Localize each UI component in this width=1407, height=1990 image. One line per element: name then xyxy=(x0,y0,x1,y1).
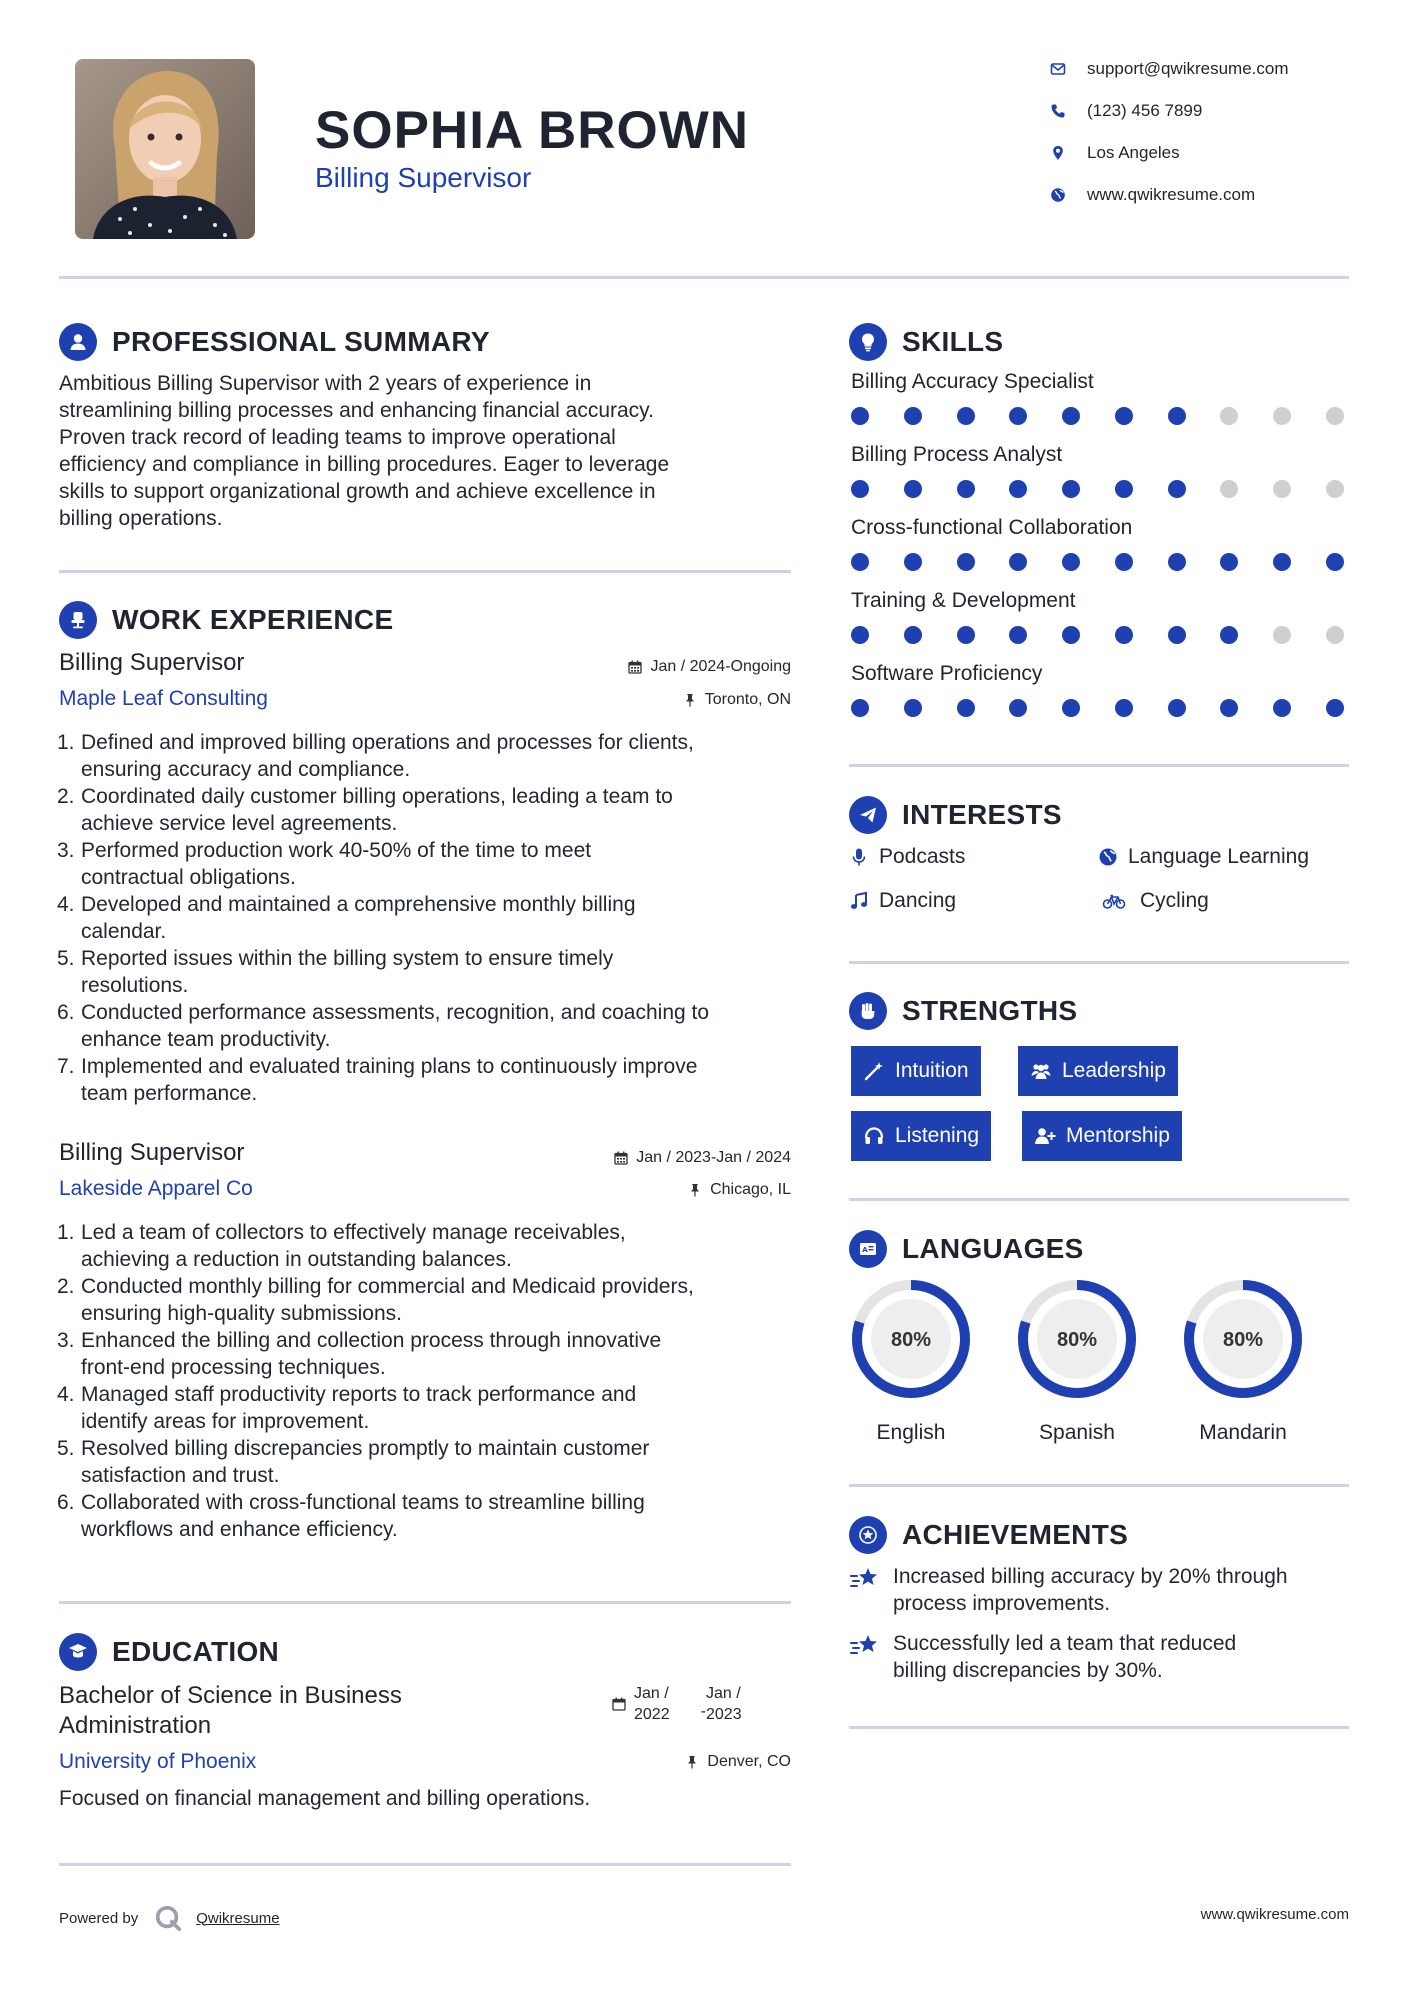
rating-dot-filled xyxy=(1168,553,1186,571)
footer-powered xyxy=(59,1904,280,1932)
contact-location-text: Los Angeles xyxy=(1087,143,1180,162)
rating-dot-filled xyxy=(904,626,922,644)
rating-dot-empty xyxy=(1326,480,1344,498)
rating-dot-filled xyxy=(1115,553,1133,571)
interest-item xyxy=(1098,845,1309,869)
skill-rating xyxy=(851,626,1344,644)
language-percent: 80% xyxy=(1056,1329,1098,1351)
degree-title xyxy=(59,1681,402,1741)
rating-dot-empty xyxy=(1220,407,1238,425)
rating-dot-filled xyxy=(957,407,975,425)
education-description: Focused on financial management and billing operations. xyxy=(59,1787,591,1810)
language-progress-ring xyxy=(849,1277,973,1401)
achievements-divider xyxy=(849,1726,1349,1729)
rating-dot-filled xyxy=(1115,626,1133,644)
achievement-item xyxy=(849,1630,1349,1684)
degree-line: Administration xyxy=(59,1712,212,1739)
job-duties xyxy=(59,1219,799,1543)
rating-dot-filled xyxy=(957,626,975,644)
job-location-text: Toronto, ON xyxy=(704,691,791,708)
interest-label: Podcasts xyxy=(879,845,966,868)
rating-dot-filled xyxy=(1273,553,1291,571)
rating-dot-filled xyxy=(1009,626,1027,644)
rating-dot-filled xyxy=(1009,407,1027,425)
rating-dot-filled xyxy=(1326,699,1344,717)
paper-plane-icon xyxy=(849,796,887,834)
strength-chip-listening xyxy=(851,1111,991,1161)
strengths-heading xyxy=(849,991,1077,1031)
rating-dot-filled xyxy=(1115,699,1133,717)
job-date xyxy=(500,658,791,676)
list-item: 6. Conducted performance assessments, recognition, and coaching to enhance team productivity. xyxy=(57,1001,710,1051)
language-item xyxy=(849,1277,973,1445)
rating-dot-filled xyxy=(957,553,975,571)
globe-icon xyxy=(1050,187,1066,203)
list-item: 7. Implemented and evaluated training plans to continuously improve team performance. xyxy=(57,1055,698,1105)
education-date-end-year: 2023 xyxy=(706,1706,742,1723)
user-icon xyxy=(59,323,97,361)
contact-location xyxy=(1050,140,1350,166)
summary-heading xyxy=(59,322,490,362)
summary-line: skills to support organizational growth and achieve excellence in xyxy=(59,480,656,503)
language-item xyxy=(1181,1277,1305,1445)
language-percent: 80% xyxy=(1222,1329,1264,1351)
award-star-icon xyxy=(849,1516,887,1554)
calendar-icon xyxy=(612,1697,626,1711)
education-heading xyxy=(59,1632,279,1672)
contact-email-text: support@qwikresume.com xyxy=(1087,59,1289,78)
education-date-start-month: Jan / xyxy=(634,1685,669,1702)
experience-heading xyxy=(59,600,393,640)
rating-dot-filled xyxy=(1168,407,1186,425)
rating-dot-empty xyxy=(1326,407,1344,425)
rating-dot-filled xyxy=(851,553,869,571)
education-date-dash: - xyxy=(700,1702,706,1720)
achievement-text: process improvements. xyxy=(893,1592,1111,1615)
languages-title: LANGUAGES xyxy=(902,1233,1084,1264)
achievement-text: billing discrepancies by 30%. xyxy=(893,1659,1163,1682)
skill-item xyxy=(851,516,1351,589)
school-name: University of Phoenix xyxy=(59,1750,257,1773)
job-location xyxy=(500,691,791,709)
degree-line: Bachelor of Science in Business xyxy=(59,1682,402,1709)
achievement-item xyxy=(849,1563,1349,1617)
language-progress-ring xyxy=(1181,1277,1305,1401)
list-item: 3. Enhanced the billing and collection process through innovative front-end processing techniques. xyxy=(57,1329,662,1379)
rating-dot-empty xyxy=(1273,626,1291,644)
language-name: Spanish xyxy=(1039,1421,1115,1444)
rating-dot-filled xyxy=(1220,699,1238,717)
rating-dot-filled xyxy=(1115,480,1133,498)
rating-dot-filled xyxy=(1062,407,1080,425)
rating-dot-empty xyxy=(1273,407,1291,425)
list-item: 4. Developed and maintained a comprehensive monthly billing calendar. xyxy=(57,893,636,943)
rating-dot-filled xyxy=(1009,553,1027,571)
strength-label: Leadership xyxy=(1062,1059,1166,1082)
calendar-icon xyxy=(628,660,642,674)
globe-icon xyxy=(1098,847,1118,867)
qwikresume-link[interactable]: Qwikresume xyxy=(196,1909,280,1927)
interests-heading xyxy=(849,795,1062,835)
achievements-heading xyxy=(849,1515,1128,1555)
skill-item xyxy=(851,589,1351,662)
strength-label: Mentorship xyxy=(1066,1124,1170,1147)
language-name: English xyxy=(876,1421,946,1444)
rating-dot-filled xyxy=(1273,699,1291,717)
rating-dot-filled xyxy=(904,480,922,498)
skill-name: Billing Accuracy Specialist xyxy=(851,370,1094,393)
job-location-text: Chicago, IL xyxy=(710,1181,791,1198)
bicycle-icon xyxy=(1098,891,1130,911)
list-item: 6. Collaborated with cross-functional teams to streamline billing workflows and enhance efficiency. xyxy=(57,1491,645,1541)
interest-label: Language Learning xyxy=(1128,845,1310,868)
summary-title: PROFESSIONAL SUMMARY xyxy=(112,326,490,357)
strength-label: Listening xyxy=(895,1124,980,1147)
summary-divider xyxy=(59,570,791,573)
summary-text xyxy=(59,370,799,532)
education-divider xyxy=(59,1863,791,1866)
rating-dot-filled xyxy=(851,480,869,498)
candidate-role: Billing Supervisor xyxy=(315,162,532,193)
rating-dot-filled xyxy=(1326,553,1344,571)
skills-heading xyxy=(849,322,1003,362)
summary-line: Ambitious Billing Supervisor with 2 years of experience in xyxy=(59,372,592,395)
skill-name: Software Proficiency xyxy=(851,662,1043,685)
interest-item xyxy=(849,889,956,913)
candidate-name: SOPHIA BROWN xyxy=(315,101,750,160)
list-item: 5. Reported issues within the billing system to ensure timely resolutions. xyxy=(57,947,614,997)
rating-dot-filled xyxy=(1009,480,1027,498)
language-progress-ring xyxy=(1015,1277,1139,1401)
portrait-photo xyxy=(75,59,255,239)
qwikresume-logo-icon xyxy=(154,1904,182,1932)
language-card-icon xyxy=(849,1230,887,1268)
contact-phone[interactable] xyxy=(1050,98,1350,124)
interest-item xyxy=(1098,889,1209,913)
mail-icon xyxy=(1050,61,1066,77)
strength-chip-intuition xyxy=(851,1046,981,1096)
rating-dot-filled xyxy=(1062,480,1080,498)
rating-dot-filled xyxy=(904,407,922,425)
strengths-divider xyxy=(849,1198,1349,1201)
powered-by-label: Powered by xyxy=(59,1909,139,1927)
education-location xyxy=(500,1753,791,1771)
rating-dot-filled xyxy=(904,699,922,717)
skill-rating xyxy=(851,553,1344,571)
rating-dot-filled xyxy=(1062,626,1080,644)
achievements-title: ACHIEVEMENTS xyxy=(902,1519,1129,1550)
interests-divider xyxy=(849,961,1349,964)
education-date-start-year: 2022 xyxy=(634,1706,670,1723)
fist-icon xyxy=(849,992,887,1030)
rating-dot-filled xyxy=(957,699,975,717)
job-date-text: Jan / 2024-Ongoing xyxy=(650,658,791,675)
footer-website[interactable]: www.qwikresume.com xyxy=(1200,1906,1349,1923)
interest-item xyxy=(849,845,965,869)
company-name: Maple Leaf Consulting xyxy=(59,687,268,710)
calendar-icon xyxy=(614,1151,628,1165)
list-item: 2. Conducted monthly billing for commercial and Medicaid providers, ensuring high-quality submissions. xyxy=(57,1275,694,1325)
experience-title: WORK EXPERIENCE xyxy=(112,604,394,635)
job-date-text: Jan / 2023-Jan / 2024 xyxy=(636,1149,791,1166)
lightbulb-icon xyxy=(849,323,887,361)
summary-line: billing operations. xyxy=(59,507,223,530)
pushpin-icon xyxy=(683,693,697,707)
rating-dot-filled xyxy=(957,480,975,498)
contact-website-text: www.qwikresume.com xyxy=(1087,185,1256,204)
strength-chip-leadership xyxy=(1018,1046,1178,1096)
education-date-end-month: Jan / xyxy=(706,1685,741,1702)
language-name: Mandarin xyxy=(1199,1421,1287,1444)
office-chair-icon xyxy=(59,601,97,639)
summary-line: efficiency and compliance in billing procedures. Eager to leverage xyxy=(59,453,670,476)
achievement-text: Successfully led a team that reduced xyxy=(893,1632,1237,1655)
magic-wand-icon xyxy=(863,1060,885,1082)
music-note-icon xyxy=(849,891,869,911)
skill-item xyxy=(851,370,1351,443)
headphones-icon xyxy=(863,1125,885,1147)
graduate-icon xyxy=(59,1633,97,1671)
rating-dot-filled xyxy=(904,553,922,571)
languages-list xyxy=(849,1277,1349,1445)
rating-dot-empty xyxy=(1220,480,1238,498)
contact-email[interactable] xyxy=(1050,56,1350,82)
skill-item xyxy=(851,443,1351,516)
language-item xyxy=(1015,1277,1139,1445)
shooting-star-icon xyxy=(849,1565,881,1593)
summary-line: Proven track record of leading teams to improve operational xyxy=(59,426,616,449)
svg-text:A: A xyxy=(862,1246,868,1254)
list-item: 2. Coordinated daily customer billing operations, leading a team to achieve service level agreements. xyxy=(57,785,673,835)
list-item: 3. Performed production work 40-50% of the time to meet contractual obligations. xyxy=(57,839,592,889)
skill-name: Training & Development xyxy=(851,589,1076,612)
pushpin-icon xyxy=(688,1183,702,1197)
strength-label: Intuition xyxy=(895,1059,969,1082)
languages-divider xyxy=(849,1484,1349,1487)
rating-dot-filled xyxy=(1062,553,1080,571)
header-divider xyxy=(59,276,1349,279)
contact-website[interactable] xyxy=(1050,182,1350,208)
interest-label: Dancing xyxy=(879,889,957,912)
skills-list xyxy=(851,370,1351,735)
rating-dot-filled xyxy=(1115,407,1133,425)
list-item: 4. Managed staff productivity reports to track performance and identify areas for improvement. xyxy=(57,1383,637,1433)
list-item: 5. Resolved billing discrepancies promptly to maintain customer satisfaction and trust. xyxy=(57,1437,650,1487)
rating-dot-filled xyxy=(851,699,869,717)
rating-dot-filled xyxy=(1220,626,1238,644)
job-title: Billing Supervisor xyxy=(59,1139,245,1166)
list-item: 1. Led a team of collectors to effectively manage receivables, achieving a reduction in outstanding balances. xyxy=(57,1221,626,1271)
skills-title: SKILLS xyxy=(902,326,1004,357)
education-date xyxy=(612,1683,792,1725)
pushpin-icon xyxy=(685,1755,699,1769)
user-plus-icon xyxy=(1034,1125,1056,1147)
microphone-icon xyxy=(849,847,869,867)
skill-rating xyxy=(851,699,1344,717)
rating-dot-empty xyxy=(1326,626,1344,644)
rating-dot-empty xyxy=(1273,480,1291,498)
shooting-star-icon xyxy=(849,1632,881,1660)
interest-label: Cycling xyxy=(1140,889,1209,912)
language-percent: 80% xyxy=(890,1329,932,1351)
job-date xyxy=(500,1149,791,1167)
phone-icon xyxy=(1050,103,1066,119)
education-location-text: Denver, CO xyxy=(707,1753,791,1770)
rating-dot-filled xyxy=(851,626,869,644)
skill-rating xyxy=(851,480,1344,498)
company-name: Lakeside Apparel Co xyxy=(59,1177,253,1200)
rating-dot-filled xyxy=(1168,626,1186,644)
strengths-title: STRENGTHS xyxy=(902,995,1078,1026)
contact-phone-text: (123) 456 7899 xyxy=(1087,101,1203,120)
list-item: 1. Defined and improved billing operations and processes for clients, ensuring accuracy and compliance. xyxy=(57,731,694,781)
rating-dot-filled xyxy=(1168,480,1186,498)
job-title: Billing Supervisor xyxy=(59,649,245,676)
skills-divider xyxy=(849,764,1349,767)
skill-name: Cross-functional Collaboration xyxy=(851,516,1133,539)
summary-line: streamlining billing processes and enhancing financial accuracy. xyxy=(59,399,654,422)
skill-name: Billing Process Analyst xyxy=(851,443,1063,466)
rating-dot-filled xyxy=(1009,699,1027,717)
skill-rating xyxy=(851,407,1344,425)
interests-title: INTERESTS xyxy=(902,799,1062,830)
job-duties xyxy=(59,729,799,1107)
strength-chip-mentorship xyxy=(1022,1111,1182,1161)
education-title: EDUCATION xyxy=(112,1636,280,1667)
languages-heading xyxy=(849,1229,1084,1269)
users-icon xyxy=(1030,1060,1052,1082)
rating-dot-filled xyxy=(1168,699,1186,717)
rating-dot-filled xyxy=(1220,553,1238,571)
rating-dot-filled xyxy=(1062,699,1080,717)
job-location xyxy=(500,1181,791,1199)
achievement-text: Increased billing accuracy by 20% through xyxy=(893,1565,1288,1588)
rating-dot-filled xyxy=(851,407,869,425)
location-pin-icon xyxy=(1050,145,1066,161)
skill-item xyxy=(851,662,1351,735)
experience-divider xyxy=(59,1601,791,1604)
